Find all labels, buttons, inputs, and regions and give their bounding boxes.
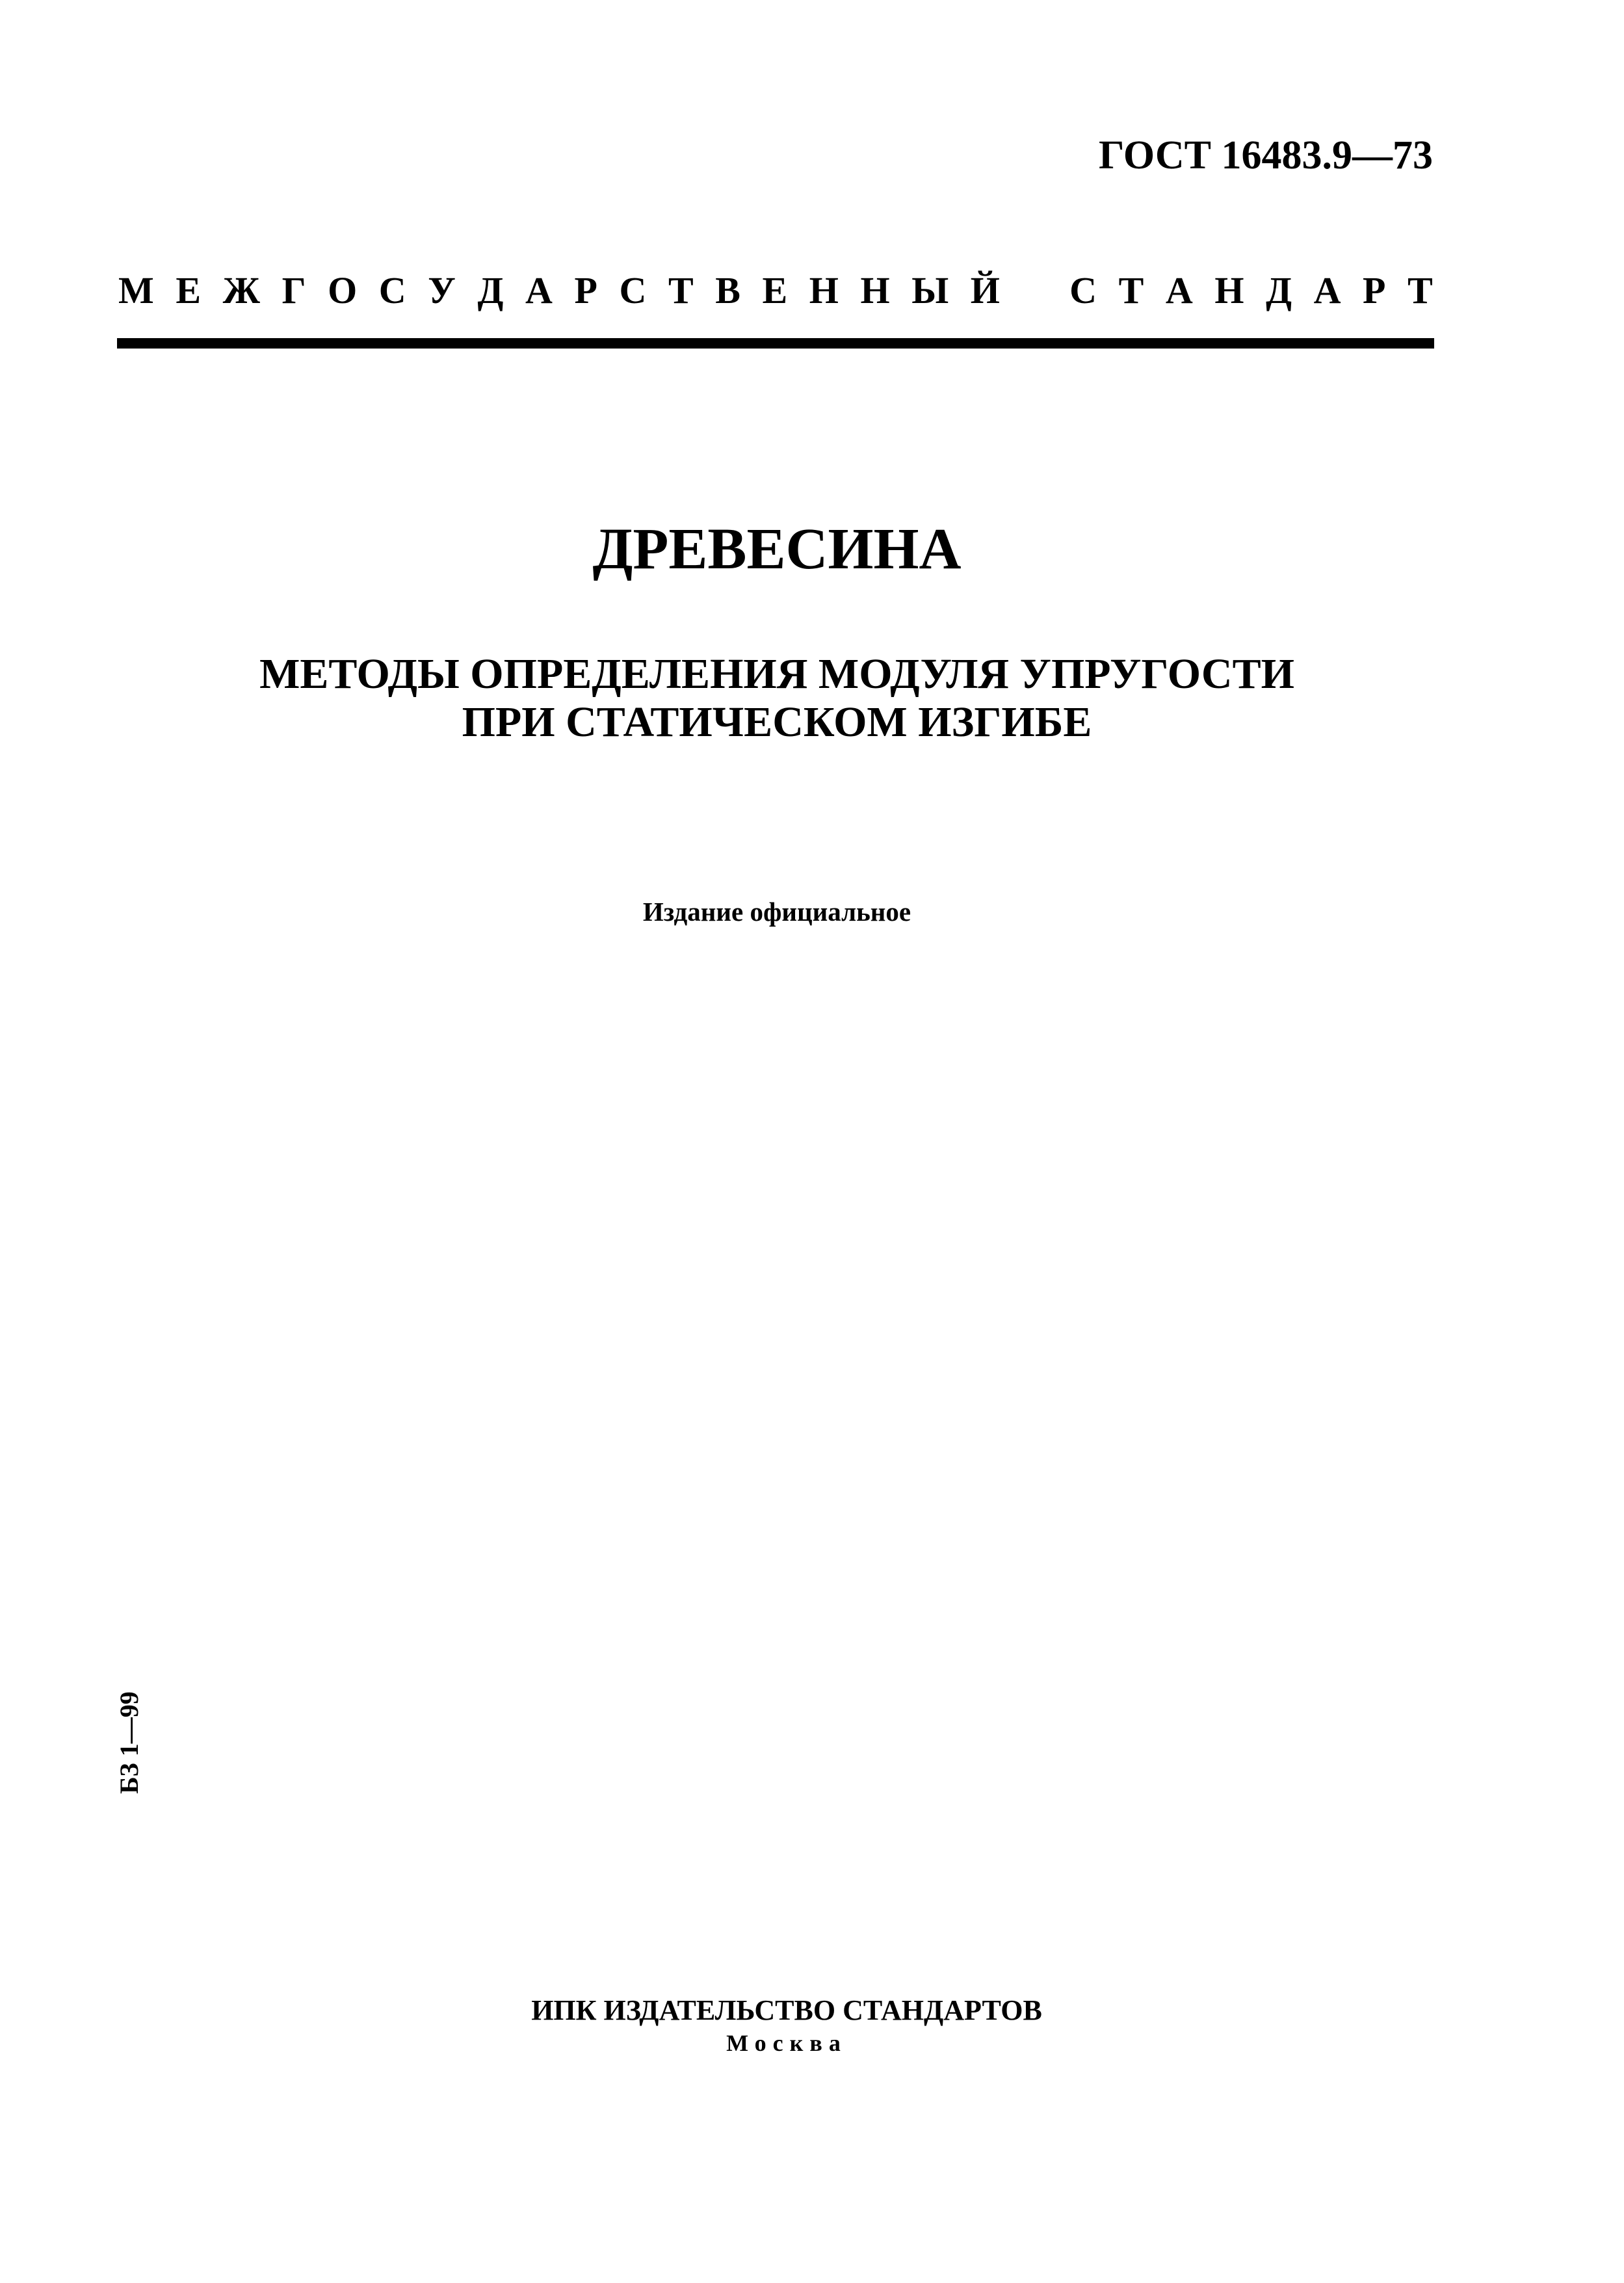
standard-type-letter: Г [282,269,306,311]
standard-type-letter: Е [762,269,788,311]
standard-type-letter: О [328,269,358,311]
standard-type-letter: А [1165,269,1193,311]
subtitle-line: МЕТОДЫ ОПРЕДЕЛЕНИЯ МОДУЛЯ УПРУГОСТИ [259,650,1294,698]
standard-type-letter: Ы [911,269,949,311]
standard-type-letter: Н [860,269,890,311]
standard-type-letter: В [715,269,740,311]
standard-type-letter: Т [668,269,694,311]
standard-type-letter: А [525,269,553,311]
subtitle-line: ПРИ СТАТИЧЕСКОМ ИЗГИБЕ [462,698,1092,746]
standard-type-letter: Р [574,269,597,311]
standard-type-letter: У [428,269,456,311]
standard-type-letter: Й [970,269,1000,311]
standard-type-letter: Д [1266,269,1292,311]
document-title: ДРЕВЕСИНА [592,517,962,581]
standard-type-heading [118,269,1433,311]
standard-type-letter: Д [477,269,504,311]
standard-type-letter: Н [1214,269,1244,311]
standard-type-letter: С [619,269,647,311]
word-gap [1022,272,1048,310]
header-rule [117,338,1434,349]
standard-type-letter: С [1069,269,1097,311]
document-subtitle [0,650,1554,746]
publisher-city: Москва [726,2030,847,2056]
side-code: БЗ 1—99 [114,1691,144,1794]
edition-label: Издание официальное [642,897,911,927]
standard-type-letter: Н [809,269,839,311]
standard-type-letter: С [378,269,406,311]
standard-type-letter: Р [1363,269,1386,311]
standard-type-letter: Т [1118,269,1144,311]
publisher-name: ИПК ИЗДАТЕЛЬСТВО СТАНДАРТОВ [531,1994,1042,2026]
standard-type-letter: Е [176,269,202,311]
standard-type-letter: М [118,269,154,311]
standard-type-letter: Т [1408,269,1433,311]
gost-number: ГОСТ 16483.9—73 [1098,133,1433,178]
standard-type-letter: Ж [222,269,260,311]
standard-type-letter: А [1313,269,1341,311]
